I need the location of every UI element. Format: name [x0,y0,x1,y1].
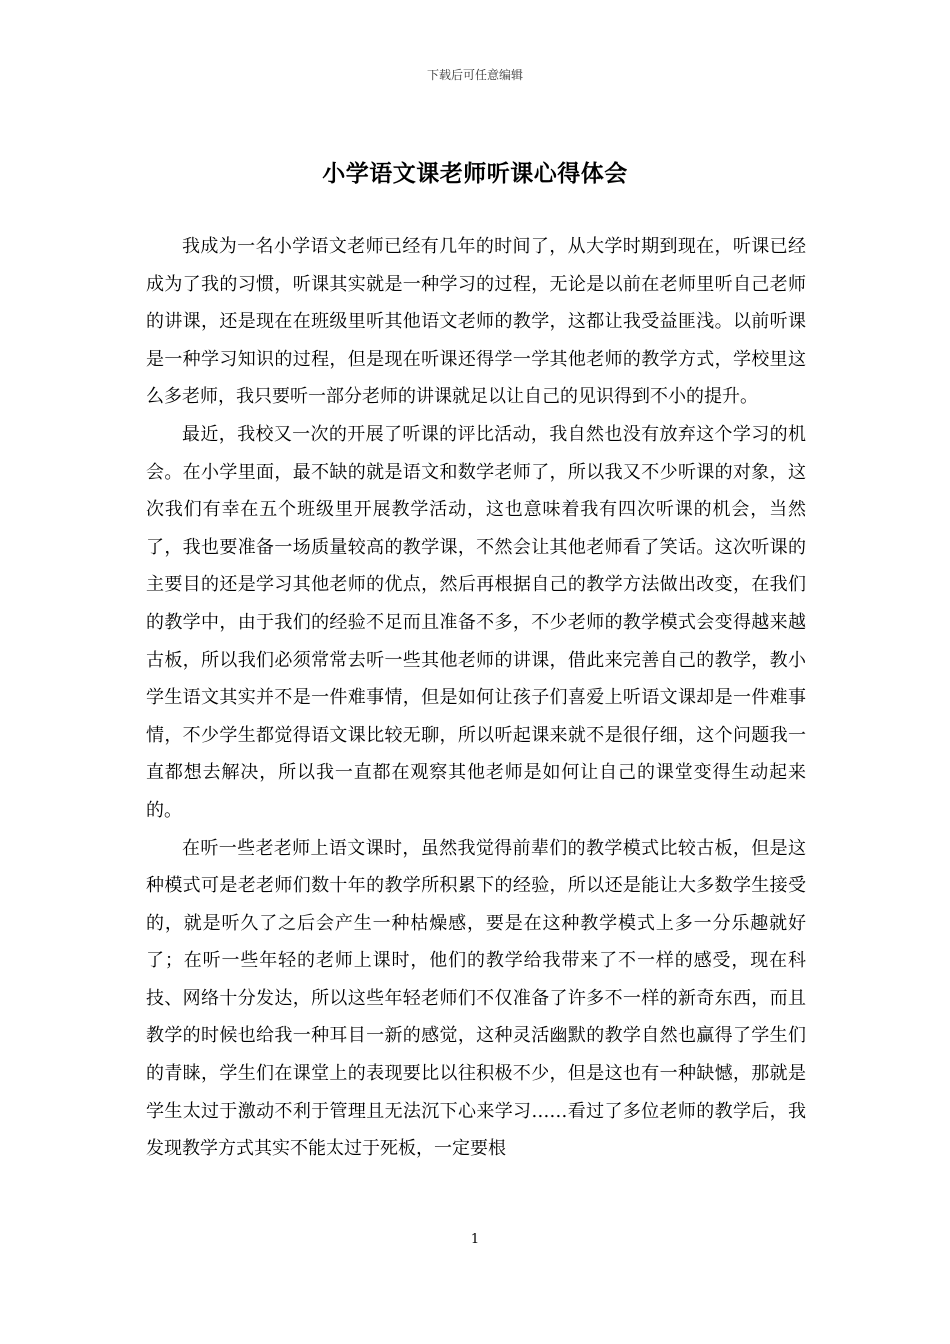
document-body [146,228,806,1168]
document-title: 小学语文课老师听课心得体会 [322,160,628,187]
paragraph-2: 最近，我校又一次的开展了听课的评比活动，我自然也没有放弃这个学习的机会。在小学里面，最不缺的就是语文和数学老师了，所以我又不少听课的对象，这次我们有幸在五个班级里开展教学活动，这也意味着我有四次听课的机会，当然了，我也要准备一场质量较高的教学课，不然会让其他老师看了笑话。这次听课的主要目的还是学习其他老师的优点，然后再根据自己的教学方法做出改变，在我们的教学中，由于我们的经验不足而且准备不多，不少老师的教学模式会变得越来越古板，所以我们必须常常去听一些其他老师的讲课，借此来完善自己的教学，教小学生语文其实并不是一件难事情，但是如何让孩子们喜爱上听语文课却是一件难事情，不少学生都觉得语文课比较无聊，所以听起课来就不是很仔细，这个问题我一直都想去解决，所以我一直都在观察其他老师是如何让自己的课堂变得生动起来的。 [146,423,806,821]
page-header-note: 下载后可任意编辑 [426,68,523,82]
paragraph-3: 在听一些老老师上语文课时，虽然我觉得前辈们的教学模式比较古板，但是这种模式可是老老师们数十年的教学所积累下的经验，所以还是能让大多数学生接受的，就是听久了之后会产生一种枯燥感，要是在这种教学模式上多一分乐趣就好了；在听一些年轻的老师上课时，他们的教学给我带来了不一样的感受，现在科技、网络十分发达，所以这些年轻老师们不仅准备了许多不一样的新奇东西，而且教学的时候也给我一种耳目一新的感觉，这种灵活幽默的教学自然也赢得了学生们的青睐，学生们在课堂上的表现要比以往积极不少，但是这也有一种缺憾，那就是学生太过于激动不利于管理且无法沉下心来学习……看过了多位老师的教学后，我发现教学方式其实不能太过于死板，一定要根 [146,837,806,1160]
page-number: 1 [470,1232,480,1247]
paragraph-1: 我成为一名小学语文老师已经有几年的时间了，从大学时期到现在，听课已经成为了我的习惯，听课其实就是一种学习的过程，无论是以前在老师里听自己老师的讲课，还是现在在班级里听其他语文老师的教学，这都让我受益匪浅。以前听课是一种学习知识的过程，但是现在听课还得学一学其他老师的教学方式，学校里这么多老师，我只要听一部分老师的讲课就足以让自己的见识得到不小的提升。 [146,236,806,408]
